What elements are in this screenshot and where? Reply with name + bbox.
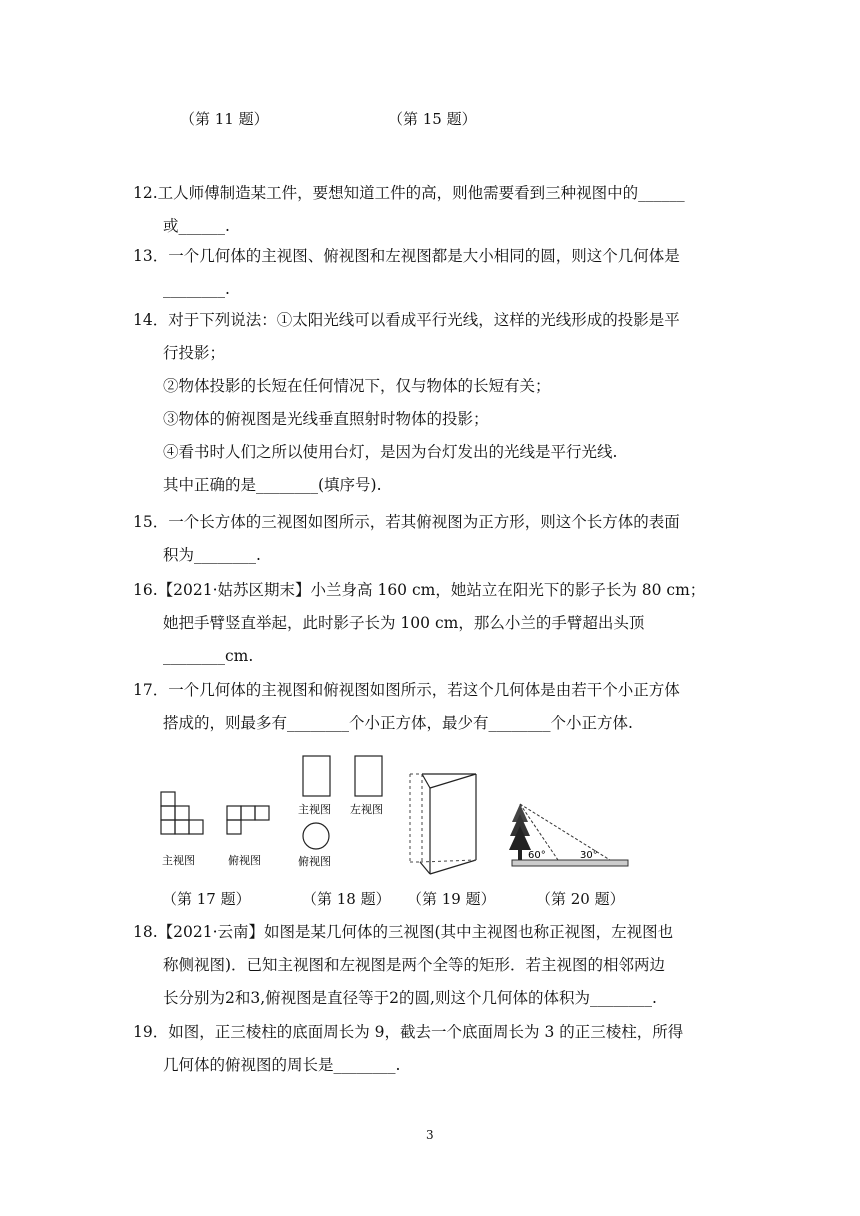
question-15-line: 15．一个长方体的三视图如图所示，若其俯视图为正方形，则这个长方体的表面 (133, 513, 680, 531)
caption-fig20: （第 20 题） (536, 890, 625, 908)
fig20-angle-60: 60° (528, 850, 546, 861)
question-16-line: 16.【2021·姑苏区期末】小兰身高 160 cm，她站立在阳光下的影子长为 80 cm； (133, 581, 706, 599)
question-18 (133, 916, 733, 1015)
question-13-line: 13．一个几何体的主视图、俯视图和左视图都是大小相同的圆，则这个几何体是 (133, 247, 680, 265)
question-17 (133, 674, 733, 740)
caption-fig18: （第 18 题） (302, 890, 391, 908)
question-17-line: 17．一个几何体的主视图和俯视图如图所示，若这个几何体是由若干个小正方体 (133, 681, 680, 699)
fig17-top-label: 俯视图 (228, 854, 261, 867)
fig18-front-label: 主视图 (298, 803, 331, 816)
question-16-line: ________cm. (163, 647, 254, 665)
question-15 (133, 506, 733, 572)
question-18-line: 称侧视图)．已知主视图和左视图是两个全等的矩形．若主视图的相邻两边 (163, 956, 666, 974)
question-14-line: ④看书时人们之所以使用台灯，是因为台灯发出的光线是平行光线. (163, 443, 618, 461)
question-18-line: 18.【2021·云南】如图是某几何体的三视图(其中主视图也称正视图，左视图也 (133, 923, 674, 941)
caption-fig17: （第 17 题） (162, 890, 251, 908)
caption-fig11: （第 11 题） (180, 110, 269, 128)
question-19 (133, 1016, 733, 1082)
question-14-line: ③物体的俯视图是光线垂直照射时物体的投影； (163, 410, 489, 428)
question-14 (133, 304, 733, 502)
fig18-front-rect (303, 756, 330, 796)
fig17-front-label: 主视图 (162, 854, 195, 867)
question-14-line: ②物体投影的长短在任何情况下，仅与物体的长短有关； (163, 377, 551, 395)
figure-18 (293, 752, 398, 874)
page-number: 3 (426, 1128, 434, 1142)
fig18-left-label: 左视图 (350, 803, 383, 816)
fig17-top-view (227, 806, 269, 834)
question-12-line: 或______. (163, 217, 230, 235)
figure-17 (155, 790, 285, 872)
question-12-line: 12.工人师傅制造某工件，要想知道工件的高，则他需要看到三种视图中的______ (133, 184, 685, 202)
figure-19 (406, 770, 488, 880)
caption-fig19: （第 19 题） (407, 890, 496, 908)
question-14-line: 其中正确的是________(填序号). (163, 476, 382, 494)
question-19-line: 几何体的俯视图的周长是________. (163, 1056, 401, 1074)
question-13 (133, 240, 733, 306)
question-12 (133, 177, 733, 243)
fig18-top-label: 俯视图 (298, 855, 331, 868)
question-14-line: 14．对于下列说法：①太阳光线可以看成平行光线，这样的光线形成的投影是平 (133, 311, 680, 329)
fig17-front-view (161, 792, 203, 834)
figure-20 (506, 800, 632, 872)
fig18-top-circle (303, 823, 329, 849)
fig18-left-rect (355, 756, 382, 796)
question-16-line: 她把手臂竖直举起，此时影子长为 100 cm，那么小兰的手臂超出头顶 (163, 614, 645, 632)
question-14-line: 行投影； (163, 344, 226, 362)
question-13-line: ________. (163, 280, 230, 298)
question-15-line: 积为________. (163, 546, 261, 564)
fig20-angle-30: 30° (580, 850, 598, 861)
question-16 (133, 574, 733, 673)
question-19-line: 19．如图，正三棱柱的底面周长为 9，截去一个底面周长为 3 的正三棱柱，所得 (133, 1023, 684, 1041)
question-17-line: 搭成的，则最多有________个小正方体，最少有________个小正方体. (163, 714, 633, 732)
question-18-line: 长分别为2和3,俯视图是直径等于2的圆,则这个几何体的体积为________. (163, 989, 657, 1007)
caption-fig15: （第 15 题） (388, 110, 477, 128)
